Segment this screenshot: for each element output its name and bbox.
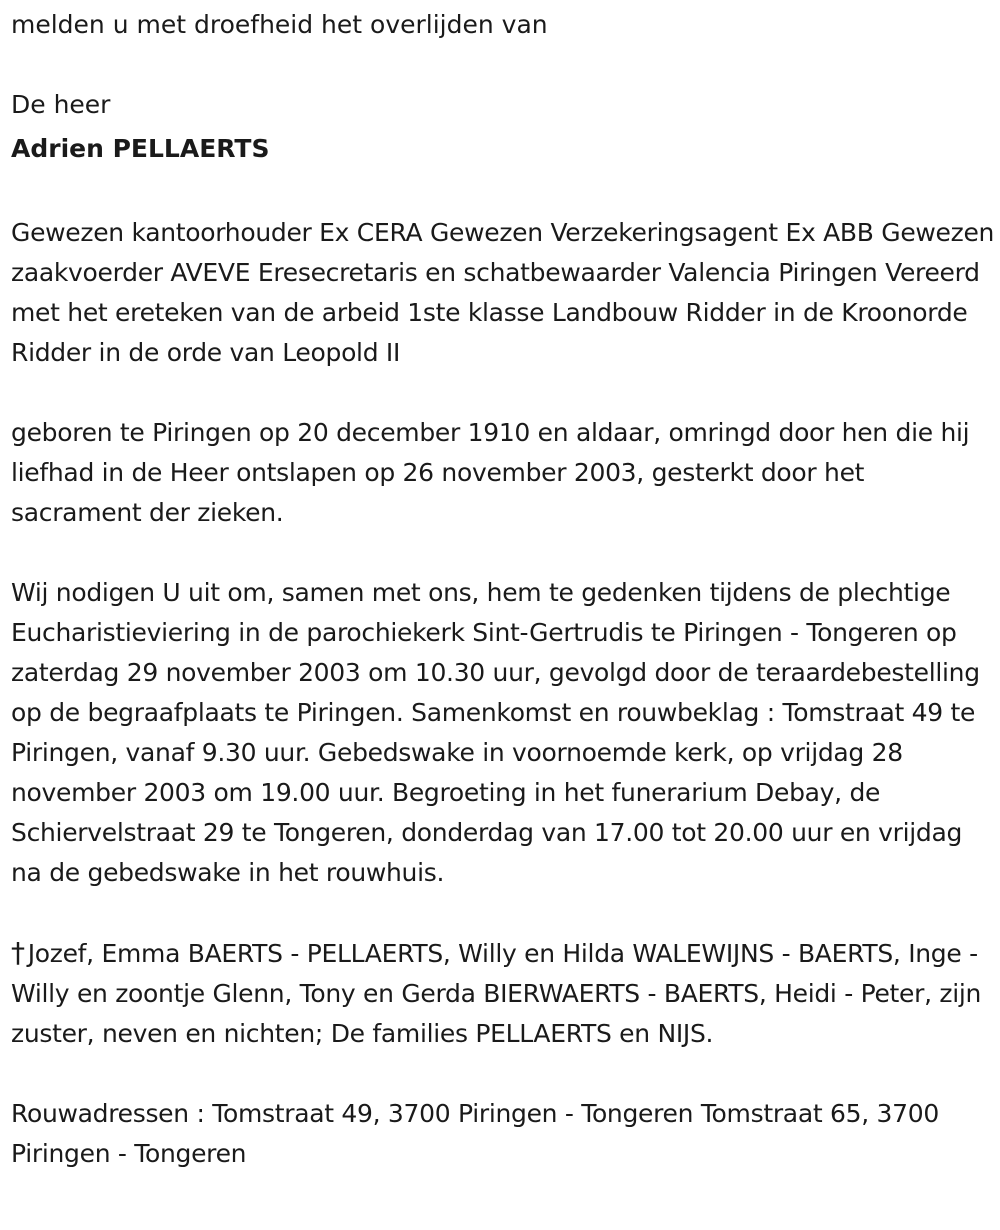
spacer — [11, 533, 996, 573]
family-paragraph — [11, 933, 996, 1054]
birth-death-paragraph: geboren te Piringen op 20 december 1910 en aldaar, omringd door hen die hij liefhad in de Heer ontslapen op 26 november 2003, gesterkt door het sacrament der zieken. — [11, 418, 970, 527]
spacer — [11, 893, 996, 933]
spacer — [11, 45, 996, 85]
spacer — [11, 1054, 996, 1094]
deceased-name: Adrien PELLAERTS — [11, 134, 270, 163]
spacer — [11, 373, 996, 413]
addresses-paragraph: Rouwadressen : Tomstraat 49, 3700 Piringen - Tongeren Tomstraat 65, 3700 Piringen - Tongeren — [11, 1099, 939, 1168]
cross-icon: † — [11, 936, 25, 969]
family-text: Jozef, Emma BAERTS - PELLAERTS, Willy en Hilda WALEWIJNS - BAERTS, Inge - Willy en zoontje Glenn, Tony en Gerda BIERWAERTS - BAERTS, Heidi - Peter, zijn zuster, neven en nichten; De families PELLAERTS en NIJS. — [11, 939, 982, 1048]
titles-paragraph: Gewezen kantoorhouder Ex CERA Gewezen Verzekeringsagent Ex ABB Gewezen zaakvoerder AVEVE Eresecretaris en schatbewaarder Valencia Piringen Vereerd met het ereteken van de arbeid 1ste klasse Landbouw Ridder in de Kroonorde Ridder in de orde van Leopold II — [11, 218, 995, 367]
intro-text: melden u met droefheid het overlijden van — [11, 10, 548, 39]
invitation-paragraph: Wij nodigen U uit om, samen met ons, hem te gedenken tijdens de plechtige Eucharistieviering in de parochiekerk Sint-Gertrudis te Piringen - Tongeren op zaterdag 29 november 2003 om 10.30 uur, gevolgd door de teraardebestelling op de begraafplaats te Piringen. Samenkomst en rouwbeklag : Tomstraat 49 te Piringen, vanaf 9.30 uur. Gebedswake in voornoemde kerk, op vrijdag 28 november 2003 om 19.00 uur. Begroeting in het funerarium Debay, de Schiervelstraat 29 te Tongeren, donderdag van 17.00 tot 20.00 uur en vrijdag na de gebedswake in het rouwhuis. — [11, 578, 980, 887]
spacer — [11, 173, 996, 213]
obituary-document — [11, 0, 996, 1174]
salutation: De heer — [11, 90, 111, 119]
